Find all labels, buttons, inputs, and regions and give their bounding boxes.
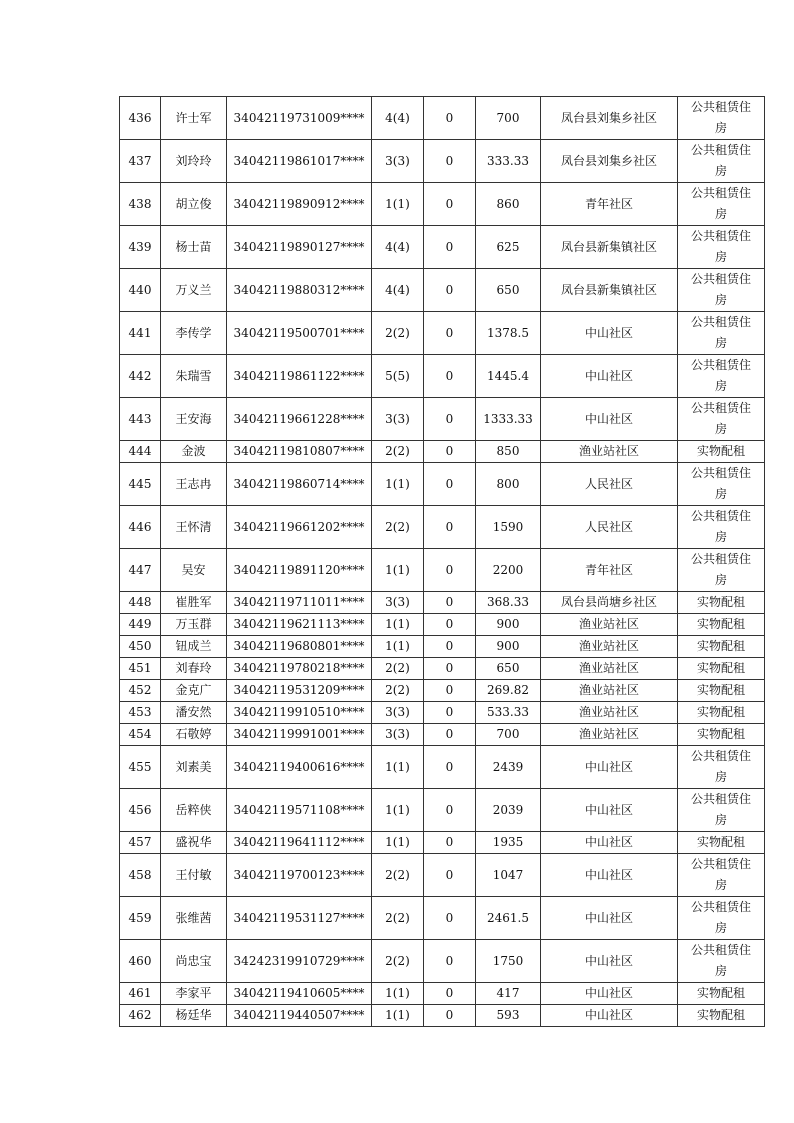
row-number-cell: 438 (120, 183, 161, 226)
id-number-cell: 34042119410605**** (227, 983, 372, 1005)
community-cell: 中山社区 (541, 854, 678, 897)
household-members-cell: 3(3) (372, 592, 424, 614)
table-row (120, 269, 765, 312)
row-number-cell: 462 (120, 1005, 161, 1027)
allocation-type-cell: 实物配租 (678, 983, 765, 1005)
table-row (120, 398, 765, 441)
zero-cell: 0 (424, 97, 476, 140)
household-members-cell: 2(2) (372, 441, 424, 463)
amount-cell: 800 (476, 463, 541, 506)
allocation-type-cell: 公共租赁住房 (678, 269, 765, 312)
id-number-cell: 34242319910729**** (227, 940, 372, 983)
id-number-cell: 34042119810807**** (227, 441, 372, 463)
name-cell: 万玉群 (161, 614, 227, 636)
household-members-cell: 1(1) (372, 983, 424, 1005)
allocation-type-cell: 公共租赁住房 (678, 398, 765, 441)
table-row (120, 441, 765, 463)
household-members-cell: 2(2) (372, 940, 424, 983)
table-row (120, 832, 765, 854)
community-cell: 中山社区 (541, 940, 678, 983)
allocation-type-cell: 实物配租 (678, 702, 765, 724)
name-cell: 崔胜军 (161, 592, 227, 614)
table-row (120, 97, 765, 140)
community-cell: 中山社区 (541, 746, 678, 789)
zero-cell: 0 (424, 940, 476, 983)
amount-cell: 269.82 (476, 680, 541, 702)
id-number-cell: 34042119880312**** (227, 269, 372, 312)
amount-cell: 2439 (476, 746, 541, 789)
allocation-type-cell: 公共租赁住房 (678, 183, 765, 226)
amount-cell: 700 (476, 724, 541, 746)
row-number-cell: 444 (120, 441, 161, 463)
household-members-cell: 2(2) (372, 680, 424, 702)
household-members-cell: 1(1) (372, 1005, 424, 1027)
table-row (120, 1005, 765, 1027)
zero-cell: 0 (424, 398, 476, 441)
allocation-type-cell: 实物配租 (678, 658, 765, 680)
amount-cell: 368.33 (476, 592, 541, 614)
table-row (120, 226, 765, 269)
community-cell: 凤台县刘集乡社区 (541, 97, 678, 140)
amount-cell: 700 (476, 97, 541, 140)
household-members-cell: 1(1) (372, 832, 424, 854)
zero-cell: 0 (424, 789, 476, 832)
id-number-cell: 34042119641112**** (227, 832, 372, 854)
community-cell: 青年社区 (541, 549, 678, 592)
table-row (120, 312, 765, 355)
household-members-cell: 1(1) (372, 746, 424, 789)
id-number-cell: 34042119861122**** (227, 355, 372, 398)
row-number-cell: 440 (120, 269, 161, 312)
id-number-cell: 34042119910510**** (227, 702, 372, 724)
table-row (120, 854, 765, 897)
zero-cell: 0 (424, 441, 476, 463)
community-cell: 中山社区 (541, 832, 678, 854)
household-members-cell: 3(3) (372, 724, 424, 746)
community-cell: 渔业站社区 (541, 702, 678, 724)
name-cell: 李传学 (161, 312, 227, 355)
community-cell: 人民社区 (541, 506, 678, 549)
zero-cell: 0 (424, 549, 476, 592)
row-number-cell: 449 (120, 614, 161, 636)
amount-cell: 900 (476, 636, 541, 658)
id-number-cell: 34042119440507**** (227, 1005, 372, 1027)
id-number-cell: 34042119400616**** (227, 746, 372, 789)
community-cell: 中山社区 (541, 398, 678, 441)
household-members-cell: 4(4) (372, 226, 424, 269)
zero-cell: 0 (424, 746, 476, 789)
community-cell: 中山社区 (541, 312, 678, 355)
name-cell: 王安海 (161, 398, 227, 441)
table-row (120, 140, 765, 183)
community-cell: 中山社区 (541, 983, 678, 1005)
household-members-cell: 2(2) (372, 312, 424, 355)
row-number-cell: 447 (120, 549, 161, 592)
table-body (120, 97, 765, 1027)
name-cell: 金克广 (161, 680, 227, 702)
allocation-type-cell: 实物配租 (678, 614, 765, 636)
community-cell: 渔业站社区 (541, 441, 678, 463)
zero-cell: 0 (424, 854, 476, 897)
id-number-cell: 34042119890127**** (227, 226, 372, 269)
row-number-cell: 453 (120, 702, 161, 724)
name-cell: 胡立俊 (161, 183, 227, 226)
id-number-cell: 34042119891120**** (227, 549, 372, 592)
id-number-cell: 34042119680801**** (227, 636, 372, 658)
zero-cell: 0 (424, 140, 476, 183)
household-members-cell: 3(3) (372, 140, 424, 183)
community-cell: 中山社区 (541, 789, 678, 832)
household-members-cell: 2(2) (372, 506, 424, 549)
allocation-type-cell: 公共租赁住房 (678, 97, 765, 140)
community-cell: 凤台县尚塘乡社区 (541, 592, 678, 614)
name-cell: 王付敏 (161, 854, 227, 897)
table-row (120, 940, 765, 983)
community-cell: 凤台县新集镇社区 (541, 226, 678, 269)
name-cell: 杨士苗 (161, 226, 227, 269)
zero-cell: 0 (424, 680, 476, 702)
allocation-type-cell: 公共租赁住房 (678, 854, 765, 897)
id-number-cell: 34042119780218**** (227, 658, 372, 680)
id-number-cell: 34042119661202**** (227, 506, 372, 549)
row-number-cell: 460 (120, 940, 161, 983)
id-number-cell: 34042119860714**** (227, 463, 372, 506)
allocation-type-cell: 公共租赁住房 (678, 226, 765, 269)
table-row (120, 614, 765, 636)
table-row (120, 724, 765, 746)
zero-cell: 0 (424, 312, 476, 355)
community-cell: 渔业站社区 (541, 680, 678, 702)
household-members-cell: 2(2) (372, 854, 424, 897)
zero-cell: 0 (424, 463, 476, 506)
table-row (120, 897, 765, 940)
amount-cell: 1935 (476, 832, 541, 854)
community-cell: 中山社区 (541, 897, 678, 940)
id-number-cell: 34042119700123**** (227, 854, 372, 897)
community-cell: 渔业站社区 (541, 636, 678, 658)
allocation-type-cell: 实物配租 (678, 441, 765, 463)
amount-cell: 2200 (476, 549, 541, 592)
allocation-type-cell: 公共租赁住房 (678, 789, 765, 832)
allocation-type-cell: 公共租赁住房 (678, 463, 765, 506)
table-row (120, 592, 765, 614)
allocation-type-cell: 实物配租 (678, 636, 765, 658)
row-number-cell: 442 (120, 355, 161, 398)
household-members-cell: 1(1) (372, 789, 424, 832)
id-number-cell: 34042119531127**** (227, 897, 372, 940)
id-number-cell: 34042119711011**** (227, 592, 372, 614)
zero-cell: 0 (424, 832, 476, 854)
zero-cell: 0 (424, 1005, 476, 1027)
row-number-cell: 436 (120, 97, 161, 140)
row-number-cell: 458 (120, 854, 161, 897)
community-cell: 渔业站社区 (541, 724, 678, 746)
row-number-cell: 448 (120, 592, 161, 614)
community-cell: 渔业站社区 (541, 614, 678, 636)
amount-cell: 1445.4 (476, 355, 541, 398)
name-cell: 王志冉 (161, 463, 227, 506)
allocation-type-cell: 实物配租 (678, 1005, 765, 1027)
id-number-cell: 34042119531209**** (227, 680, 372, 702)
table-row (120, 789, 765, 832)
amount-cell: 850 (476, 441, 541, 463)
table-row (120, 702, 765, 724)
id-number-cell: 34042119571108**** (227, 789, 372, 832)
amount-cell: 860 (476, 183, 541, 226)
table-row (120, 549, 765, 592)
household-members-cell: 2(2) (372, 897, 424, 940)
zero-cell: 0 (424, 226, 476, 269)
zero-cell: 0 (424, 592, 476, 614)
row-number-cell: 450 (120, 636, 161, 658)
name-cell: 朱瑞雪 (161, 355, 227, 398)
amount-cell: 1378.5 (476, 312, 541, 355)
community-cell: 青年社区 (541, 183, 678, 226)
allocation-type-cell: 公共租赁住房 (678, 746, 765, 789)
community-cell: 凤台县刘集乡社区 (541, 140, 678, 183)
zero-cell: 0 (424, 269, 476, 312)
row-number-cell: 457 (120, 832, 161, 854)
amount-cell: 650 (476, 658, 541, 680)
row-number-cell: 452 (120, 680, 161, 702)
name-cell: 张维茜 (161, 897, 227, 940)
household-members-cell: 5(5) (372, 355, 424, 398)
name-cell: 岳粹侠 (161, 789, 227, 832)
table-row (120, 983, 765, 1005)
table-row (120, 746, 765, 789)
row-number-cell: 445 (120, 463, 161, 506)
allocation-type-cell: 公共租赁住房 (678, 312, 765, 355)
row-number-cell: 443 (120, 398, 161, 441)
household-members-cell: 3(3) (372, 702, 424, 724)
row-number-cell: 439 (120, 226, 161, 269)
household-members-cell: 1(1) (372, 636, 424, 658)
amount-cell: 333.33 (476, 140, 541, 183)
id-number-cell: 34042119661228**** (227, 398, 372, 441)
table-row (120, 463, 765, 506)
allocation-type-cell: 公共租赁住房 (678, 355, 765, 398)
row-number-cell: 454 (120, 724, 161, 746)
allocation-type-cell: 公共租赁住房 (678, 549, 765, 592)
name-cell: 刘玲玲 (161, 140, 227, 183)
amount-cell: 650 (476, 269, 541, 312)
community-cell: 中山社区 (541, 1005, 678, 1027)
amount-cell: 1333.33 (476, 398, 541, 441)
name-cell: 王怀清 (161, 506, 227, 549)
allocation-type-cell: 公共租赁住房 (678, 506, 765, 549)
amount-cell: 2461.5 (476, 897, 541, 940)
row-number-cell: 461 (120, 983, 161, 1005)
table-row (120, 355, 765, 398)
allocation-table (119, 96, 765, 1027)
name-cell: 李家平 (161, 983, 227, 1005)
household-members-cell: 1(1) (372, 614, 424, 636)
id-number-cell: 34042119731009**** (227, 97, 372, 140)
allocation-type-cell: 公共租赁住房 (678, 140, 765, 183)
community-cell: 凤台县新集镇社区 (541, 269, 678, 312)
name-cell: 吴安 (161, 549, 227, 592)
allocation-type-cell: 公共租赁住房 (678, 940, 765, 983)
household-members-cell: 3(3) (372, 398, 424, 441)
table-row (120, 680, 765, 702)
amount-cell: 1047 (476, 854, 541, 897)
name-cell: 刘素美 (161, 746, 227, 789)
id-number-cell: 34042119890912**** (227, 183, 372, 226)
name-cell: 刘春玲 (161, 658, 227, 680)
zero-cell: 0 (424, 897, 476, 940)
allocation-type-cell: 实物配租 (678, 724, 765, 746)
row-number-cell: 455 (120, 746, 161, 789)
name-cell: 许士军 (161, 97, 227, 140)
row-number-cell: 446 (120, 506, 161, 549)
community-cell: 渔业站社区 (541, 658, 678, 680)
name-cell: 钮成兰 (161, 636, 227, 658)
id-number-cell: 34042119500701**** (227, 312, 372, 355)
amount-cell: 1590 (476, 506, 541, 549)
name-cell: 潘安然 (161, 702, 227, 724)
amount-cell: 900 (476, 614, 541, 636)
name-cell: 石敬婷 (161, 724, 227, 746)
row-number-cell: 456 (120, 789, 161, 832)
zero-cell: 0 (424, 614, 476, 636)
amount-cell: 417 (476, 983, 541, 1005)
amount-cell: 625 (476, 226, 541, 269)
row-number-cell: 437 (120, 140, 161, 183)
allocation-type-cell: 实物配租 (678, 680, 765, 702)
amount-cell: 1750 (476, 940, 541, 983)
zero-cell: 0 (424, 702, 476, 724)
amount-cell: 533.33 (476, 702, 541, 724)
table-row (120, 658, 765, 680)
allocation-type-cell: 实物配租 (678, 592, 765, 614)
table-row (120, 183, 765, 226)
row-number-cell: 451 (120, 658, 161, 680)
zero-cell: 0 (424, 983, 476, 1005)
name-cell: 尚忠宝 (161, 940, 227, 983)
household-members-cell: 1(1) (372, 183, 424, 226)
household-members-cell: 1(1) (372, 549, 424, 592)
id-number-cell: 34042119621113**** (227, 614, 372, 636)
amount-cell: 2039 (476, 789, 541, 832)
household-members-cell: 4(4) (372, 97, 424, 140)
name-cell: 杨廷华 (161, 1005, 227, 1027)
zero-cell: 0 (424, 636, 476, 658)
household-members-cell: 2(2) (372, 658, 424, 680)
name-cell: 盛祝华 (161, 832, 227, 854)
amount-cell: 593 (476, 1005, 541, 1027)
allocation-type-cell: 实物配租 (678, 832, 765, 854)
name-cell: 金波 (161, 441, 227, 463)
id-number-cell: 34042119861017**** (227, 140, 372, 183)
community-cell: 中山社区 (541, 355, 678, 398)
zero-cell: 0 (424, 658, 476, 680)
table-row (120, 506, 765, 549)
name-cell: 万义兰 (161, 269, 227, 312)
household-members-cell: 1(1) (372, 463, 424, 506)
table-row (120, 636, 765, 658)
zero-cell: 0 (424, 183, 476, 226)
id-number-cell: 34042119991001**** (227, 724, 372, 746)
row-number-cell: 441 (120, 312, 161, 355)
zero-cell: 0 (424, 355, 476, 398)
community-cell: 人民社区 (541, 463, 678, 506)
zero-cell: 0 (424, 724, 476, 746)
allocation-type-cell: 公共租赁住房 (678, 897, 765, 940)
household-members-cell: 4(4) (372, 269, 424, 312)
row-number-cell: 459 (120, 897, 161, 940)
zero-cell: 0 (424, 506, 476, 549)
